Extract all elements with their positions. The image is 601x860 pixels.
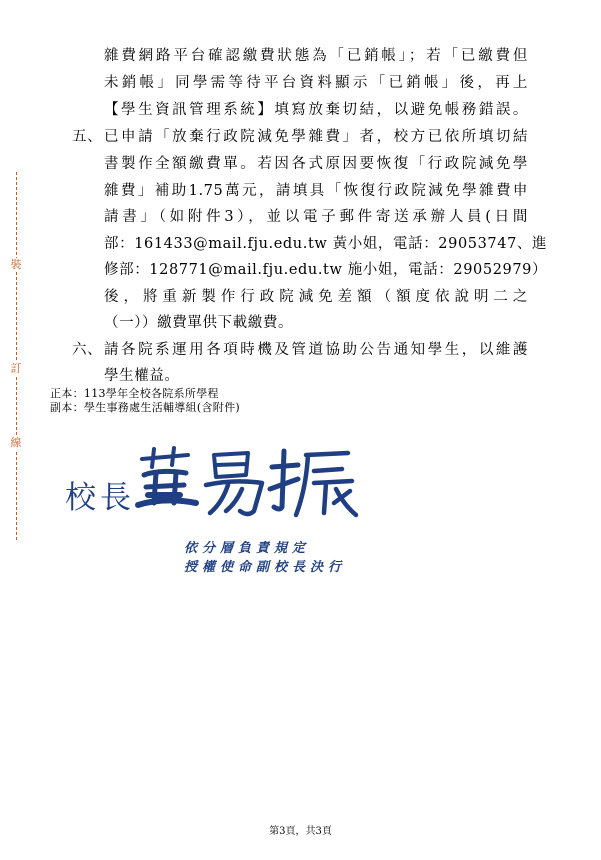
binding-char-zhuang: 裝 bbox=[10, 258, 22, 271]
distribution-copy: 副本：學生事務處生活輔導組(含附件) bbox=[50, 401, 240, 414]
delegation-line-1: 依分層負責規定 bbox=[184, 541, 311, 556]
page-footer: 第3頁，共3頁 bbox=[269, 826, 332, 837]
distribution-original: 正本：113學年全校各院系所學程 bbox=[50, 387, 219, 400]
binding-char-xian: 線 bbox=[10, 436, 22, 449]
para5-line-4: 請書」（如附件3），並以電子郵件寄送承辦人員(日間 bbox=[104, 209, 528, 225]
para5-line-1: 已申請「放棄行政院減免學雜費」者，校方已依所填切結 bbox=[104, 129, 528, 145]
para5-line-5: 部：161433@mail.fju.edu.tw 黃小姐，電話：29053747、進 bbox=[104, 236, 548, 252]
para5-line-7: 後，將重新製作行政院減免差額（額度依說明二之 bbox=[104, 289, 528, 305]
signature-title: 校長 bbox=[65, 480, 135, 516]
para5-line-2: 書製作全額繳費單。若因各式原因要恢復「行政院減免學 bbox=[104, 156, 528, 172]
para4-line-1: 雜費網路平台確認繳費狀態為「已銷帳」；若「已繳費但 bbox=[104, 48, 528, 64]
para5-number: 五、 bbox=[72, 129, 103, 145]
para6-number: 六、 bbox=[72, 342, 103, 358]
para4-line-3: 【學生資訊管理系統】填寫放棄切結，以避免帳務錯誤。 bbox=[104, 102, 528, 118]
binding-dashed-line bbox=[16, 172, 17, 540]
para5-line-6: 修部：128771@mail.fju.edu.tw 施小姐，電話：29052979） bbox=[104, 262, 548, 278]
para5-line-8: （一））繳費單供下載繳費。 bbox=[104, 315, 294, 331]
delegation-line-2: 授權使命副校長決行 bbox=[184, 560, 347, 575]
handwritten-signature bbox=[130, 445, 360, 525]
para6-line-1: 請各院系運用各項時機及管道協助公告通知學生，以維護 bbox=[104, 342, 528, 358]
para4-line-2: 未銷帳」同學需等待平台資料顯示「已銷帳」後，再上 bbox=[104, 75, 528, 91]
binding-char-ding: 訂 bbox=[10, 362, 22, 375]
para6-line-2: 學生權益。 bbox=[104, 368, 180, 384]
para5-line-3: 雜費」補助1.75萬元，請填具「恢復行政院減免學雜費申 bbox=[104, 183, 528, 199]
